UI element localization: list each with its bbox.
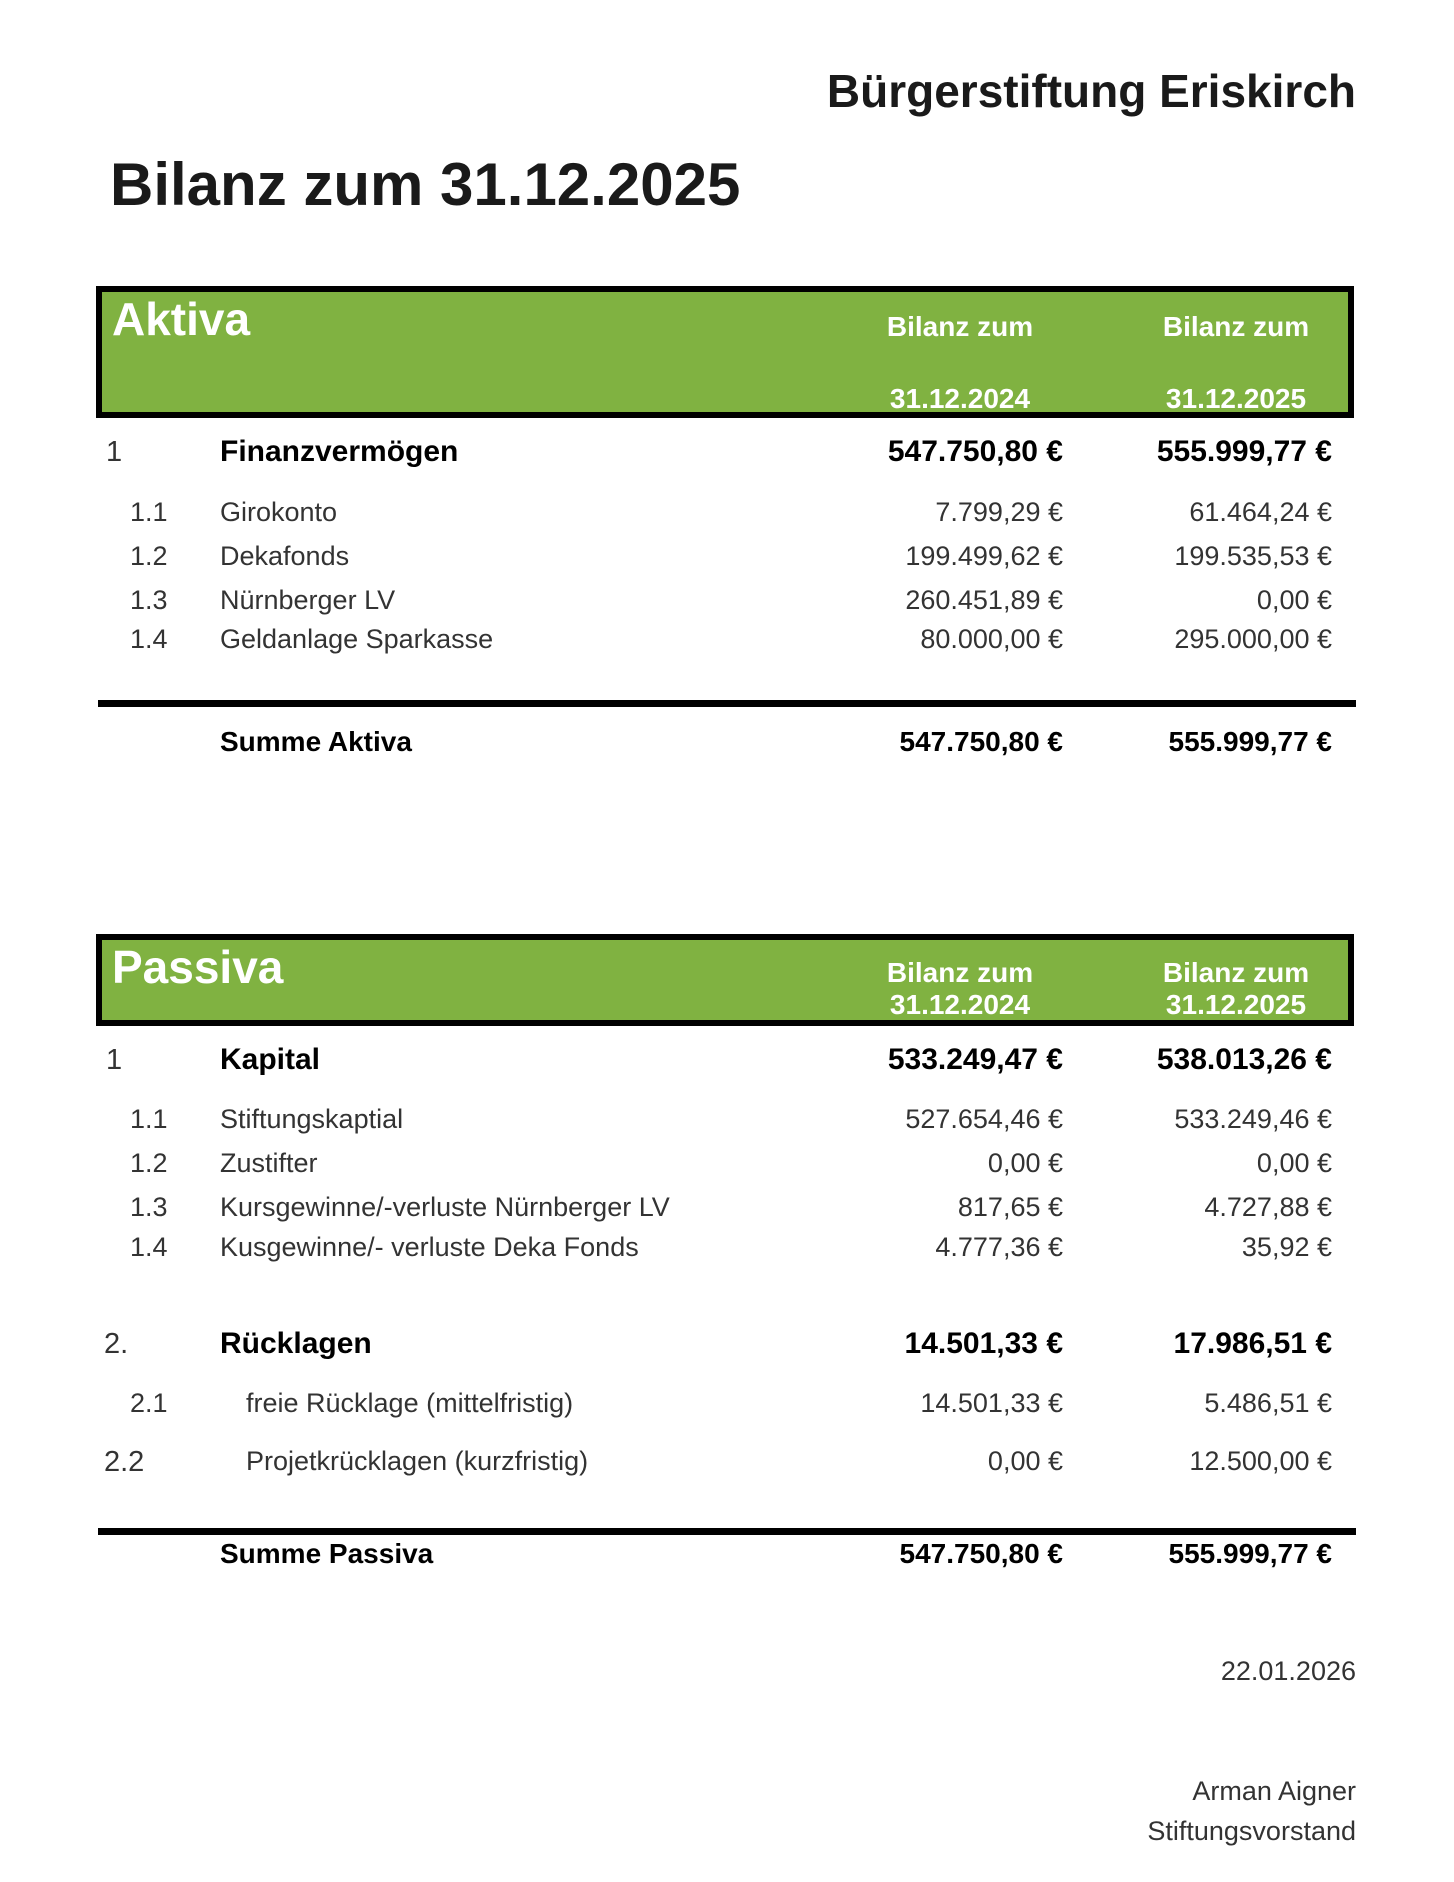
aktiva-col-2025-line1: Bilanz zum bbox=[1162, 311, 1310, 342]
aktiva-header bbox=[96, 286, 1354, 418]
signatory-role: Stiftungsvorstand bbox=[1147, 1816, 1356, 1846]
passiva-row-2024: 0,00 € bbox=[987, 1148, 1063, 1178]
passiva-group-2025: 538.013,26 € bbox=[1156, 1043, 1332, 1076]
aktiva-row-2024: 7.799,29 € bbox=[935, 497, 1063, 527]
aktiva-row-2025: 199.535,53 € bbox=[1174, 541, 1332, 571]
aktiva-group-label: Finanzvermögen bbox=[220, 435, 459, 468]
aktiva-group-2024: 547.750,80 € bbox=[887, 435, 1063, 468]
aktiva-group-num: 1 bbox=[106, 436, 123, 468]
aktiva-row-2024: 260.451,89 € bbox=[905, 585, 1063, 615]
passiva-header bbox=[96, 934, 1354, 1026]
passiva-row-label: freie Rücklage (mittelfristig) bbox=[246, 1388, 574, 1418]
passiva-section-title: Passiva bbox=[112, 941, 284, 993]
passiva-row-num: 1.4 bbox=[130, 1232, 168, 1262]
passiva-group-2024: 14.501,33 € bbox=[904, 1327, 1063, 1360]
aktiva-row-label: Geldanlage Sparkasse bbox=[220, 624, 494, 654]
passiva-row-2025: 35,92 € bbox=[1241, 1232, 1332, 1262]
passiva-row-2025: 0,00 € bbox=[1256, 1148, 1332, 1178]
passiva-col-2024-line2: 31.12.2024 bbox=[889, 989, 1031, 1020]
passiva-group-2025: 17.986,51 € bbox=[1173, 1327, 1332, 1360]
signature-date: 22.01.2026 bbox=[1220, 1656, 1356, 1686]
passiva-group-label: Kapital bbox=[220, 1043, 321, 1076]
aktiva-row-2024: 199.499,62 € bbox=[905, 541, 1063, 571]
passiva-row-2024: 817,65 € bbox=[957, 1192, 1063, 1222]
aktiva-col-2025-line2: 31.12.2025 bbox=[1165, 383, 1307, 414]
aktiva-row-2024: 80.000,00 € bbox=[920, 624, 1063, 654]
aktiva-sum-label: Summe Aktiva bbox=[220, 726, 412, 757]
passiva-col-2024-line1: Bilanz zum bbox=[886, 957, 1034, 988]
passiva-row-label: Zustifter bbox=[220, 1148, 318, 1178]
passiva-row-label: Projetkrücklagen (kurzfristig) bbox=[246, 1446, 589, 1476]
passiva-row-num: 2.2 bbox=[104, 1446, 145, 1478]
passiva-row-num: 1.2 bbox=[130, 1148, 168, 1178]
aktiva-row-label: Dekafonds bbox=[220, 541, 350, 571]
signatory-name: Arman Aigner bbox=[1192, 1776, 1356, 1806]
aktiva-section-title: Aktiva bbox=[112, 293, 251, 345]
aktiva-sum-rule bbox=[98, 700, 1356, 707]
aktiva-row-num: 1.3 bbox=[130, 585, 168, 615]
passiva-col-2025-line1: Bilanz zum bbox=[1162, 957, 1310, 988]
aktiva-col-2024-line2: 31.12.2024 bbox=[889, 383, 1031, 414]
passiva-row-num: 1.1 bbox=[130, 1104, 168, 1134]
aktiva-col-2024-line1: Bilanz zum bbox=[886, 311, 1034, 342]
passiva-group-num: 2. bbox=[104, 1328, 129, 1360]
aktiva-row-2025: 0,00 € bbox=[1256, 585, 1332, 615]
aktiva-sum-2025: 555.999,77 € bbox=[1168, 726, 1332, 757]
passiva-row-num: 1.3 bbox=[130, 1192, 168, 1222]
aktiva-group-2025: 555.999,77 € bbox=[1156, 435, 1332, 468]
passiva-row-2025: 4.727,88 € bbox=[1204, 1192, 1332, 1222]
passiva-sum-2025: 555.999,77 € bbox=[1168, 1538, 1332, 1569]
passiva-row-label: Stiftungskaptial bbox=[220, 1104, 404, 1134]
aktiva-row-2025: 61.464,24 € bbox=[1189, 497, 1332, 527]
passiva-group-2024: 533.249,47 € bbox=[887, 1043, 1063, 1076]
passiva-col-2025-line2: 31.12.2025 bbox=[1165, 989, 1307, 1020]
passiva-group-label: Rücklagen bbox=[220, 1327, 372, 1360]
aktiva-row-2025: 295.000,00 € bbox=[1174, 624, 1332, 654]
passiva-row-2025: 533.249,46 € bbox=[1174, 1104, 1332, 1134]
passiva-row-2024: 0,00 € bbox=[987, 1446, 1063, 1476]
aktiva-row-label: Girokonto bbox=[220, 497, 338, 527]
aktiva-row-num: 1.2 bbox=[130, 541, 168, 571]
aktiva-row-label: Nürnberger LV bbox=[220, 585, 396, 615]
passiva-sum-rule bbox=[98, 1528, 1356, 1535]
page-title: Bilanz zum 31.12.2025 bbox=[110, 151, 741, 218]
passiva-row-2024: 527.654,46 € bbox=[905, 1104, 1063, 1134]
aktiva-row-num: 1.4 bbox=[130, 624, 168, 654]
organization-name: Bürgerstiftung Eriskirch bbox=[826, 65, 1356, 117]
passiva-row-label: Kursgewinne/-verluste Nürnberger LV bbox=[220, 1192, 670, 1222]
passiva-row-2024: 14.501,33 € bbox=[920, 1388, 1063, 1418]
passiva-group-num: 1 bbox=[106, 1044, 123, 1076]
passiva-sum-2024: 547.750,80 € bbox=[899, 1538, 1063, 1569]
passiva-row-2024: 4.777,36 € bbox=[935, 1232, 1063, 1262]
passiva-row-2025: 12.500,00 € bbox=[1189, 1446, 1332, 1476]
aktiva-row-num: 1.1 bbox=[130, 497, 168, 527]
passiva-sum-label: Summe Passiva bbox=[220, 1538, 434, 1569]
passiva-row-label: Kusgewinne/- verluste Deka Fonds bbox=[220, 1232, 639, 1262]
aktiva-sum-2024: 547.750,80 € bbox=[899, 726, 1063, 757]
passiva-row-num: 2.1 bbox=[130, 1388, 168, 1418]
passiva-row-2025: 5.486,51 € bbox=[1204, 1388, 1332, 1418]
